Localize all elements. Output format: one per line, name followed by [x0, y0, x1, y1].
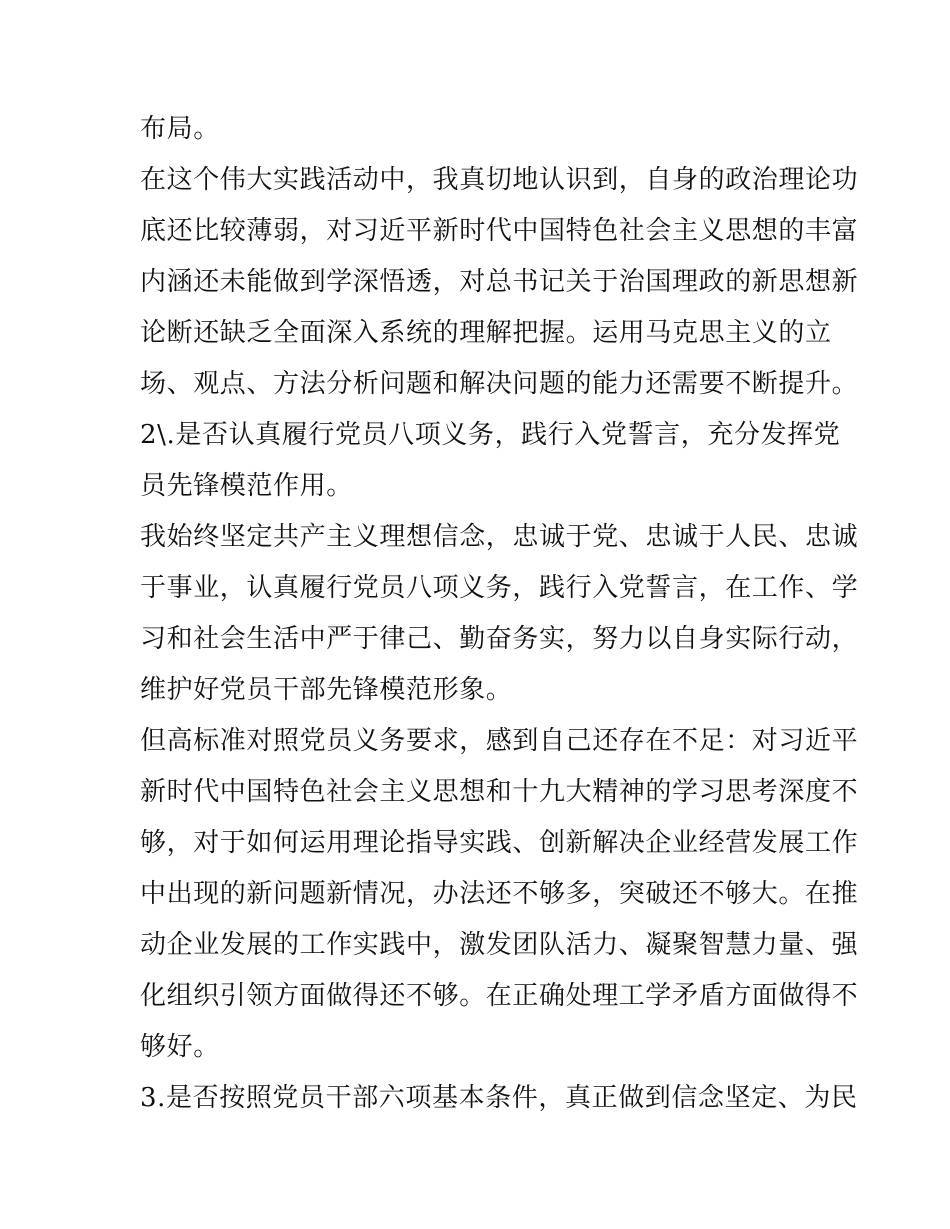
text-line: 我始终坚定共产主义理想信念，忠诚于党、忠诚于人民、忠诚 [140, 522, 859, 552]
text-line: 中出现的新问题新情况，办法还不够多，突破还不够大。在推 [140, 879, 859, 909]
text-line: 够好。 [140, 1032, 220, 1062]
text-line: 底还比较薄弱，对习近平新时代中国特色社会主义思想的丰富 [140, 216, 859, 246]
text-line: 员先锋模范作用。 [140, 471, 353, 501]
text-line: 内涵还未能做到学深悟透，对总书记关于治国理政的新思想新 [140, 267, 859, 297]
text-line: 动企业发展的工作实践中，激发团队活力、凝聚智慧力量、强 [140, 930, 859, 960]
section-heading-2: 2\.是否认真履行党员八项义务，践行入党誓言，充分发挥党 [140, 420, 841, 450]
text-line: 布局。 [140, 114, 220, 144]
text-line: 维护好党员干部先锋模范形象。 [140, 675, 513, 705]
text-line: 但高标准对照党员义务要求，感到自己还存在不足：对习近平 [140, 726, 859, 756]
text-line: 在这个伟大实践活动中，我真切地认识到，自身的政治理论功 [140, 165, 859, 195]
text-line: 场、观点、方法分析问题和解决问题的能力还需要不断提升。 [140, 369, 859, 399]
text-line: 够，对于如何运用理论指导实践、创新解决企业经营发展工作 [140, 828, 859, 858]
text-line: 化组织引领方面做得还不够。在正确处理工学矛盾方面做得不 [140, 981, 859, 1011]
section-heading-3: 3.是否按照党员干部六项基本条件，真正做到信念坚定、为民 [140, 1083, 858, 1113]
text-line: 于事业，认真履行党员八项义务，践行入党誓言，在工作、学 [140, 573, 859, 603]
text-line: 论断还缺乏全面深入系统的理解把握。运用马克思主义的立 [140, 318, 832, 348]
text-line: 习和社会生活中严于律己、勤奋务实，努力以自身实际行动， [140, 624, 859, 654]
text-line: 新时代中国特色社会主义思想和十九大精神的学习思考深度不 [140, 777, 859, 807]
